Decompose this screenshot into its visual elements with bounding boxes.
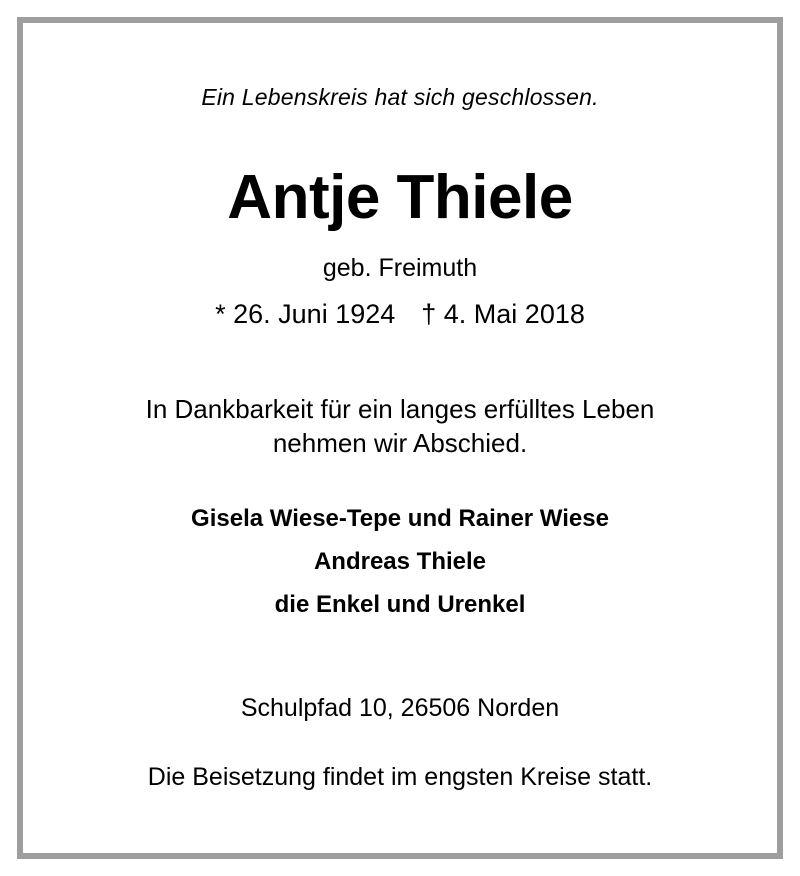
death-date: † 4. Mai 2018 [421, 299, 585, 329]
family-address: Schulpfad 10, 26506 Norden [240, 694, 560, 722]
birth-date: * 26. Juni 1924 [215, 299, 396, 329]
mourner-line: Gisela Wiese-Tepe und Rainer Wiese [191, 505, 609, 532]
birth-name: geb. Freimuth [322, 254, 478, 282]
thanks-line-1: In Dankbarkeit für ein langes erfülltes Leben [145, 394, 655, 424]
deceased-name: Antje Thiele [227, 163, 573, 232]
thanks-line-2: nehmen wir Abschied. [272, 428, 528, 458]
burial-note: Die Beisetzung findet im engsten Kreise statt. [147, 763, 653, 791]
motto-line: Ein Lebenskreis hat sich geschlossen. [201, 84, 599, 110]
mourner-line: Andreas Thiele [313, 548, 487, 575]
mourner-line: die Enkel und Urenkel [274, 591, 526, 618]
life-dates [0, 299, 800, 330]
